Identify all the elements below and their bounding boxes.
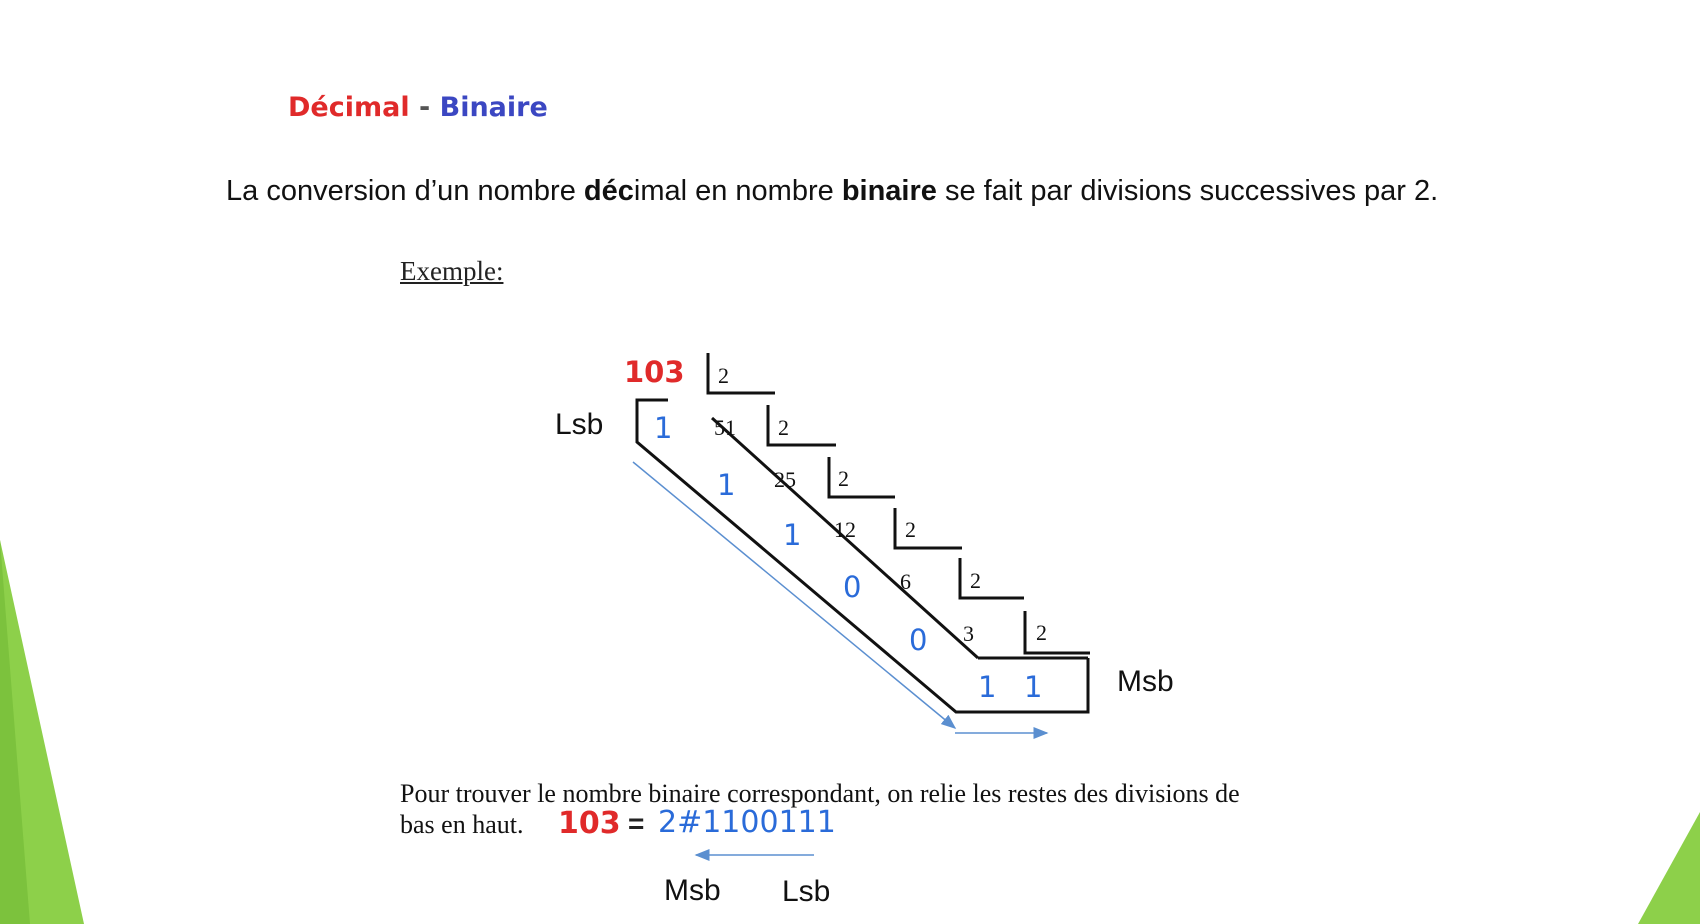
remainder-4: 0 [843, 570, 862, 604]
last-quotient: 1 [1024, 670, 1043, 704]
divisor-1: 2 [718, 363, 729, 388]
remainders [654, 411, 1042, 704]
equation-binary: 2#1100111 [658, 805, 836, 840]
staircase-left-edge [637, 400, 1088, 712]
quotients [714, 415, 974, 646]
intro-part2: imal en nombre [633, 175, 842, 207]
title-separator: - [419, 92, 431, 123]
quotient-25: 25 [774, 467, 796, 492]
remainder-3: 1 [783, 518, 802, 552]
divisor-5: 2 [970, 568, 981, 593]
explanation-line1: Pour trouver le nombre binaire correspondant, on relie les restes des divisions de [400, 779, 1240, 808]
remainder-6: 1 [978, 670, 997, 704]
lsb-label: Lsb [555, 408, 604, 441]
equation-decimal: 103 [558, 806, 621, 841]
division-brackets [708, 353, 1090, 653]
equation-sign: = [628, 808, 645, 839]
staircase-outline [637, 400, 1088, 712]
remainder-1: 1 [654, 411, 673, 445]
intro-part3: se fait par divisions successives par 2. [936, 175, 1439, 207]
quotient-12: 12 [834, 517, 856, 542]
intro-part1: La conversion d’un nombre [226, 175, 584, 207]
explanation-line2: bas en haut. [400, 810, 524, 839]
quotient-6: 6 [900, 569, 911, 594]
intro-bold-dec: déc [583, 175, 634, 207]
divisor-4: 2 [905, 517, 916, 542]
divisor-2: 2 [778, 415, 789, 440]
dividend-103: 103 [624, 355, 685, 389]
bottom-lsb-label: Lsb [782, 875, 831, 908]
bracket-6 [1025, 611, 1090, 653]
divisor-6: 2 [1036, 620, 1047, 645]
remainder-2: 1 [717, 468, 736, 502]
title-binaire: Binaire [439, 92, 548, 123]
intro-bold-binaire: binaire [841, 175, 937, 207]
bottom-msb-label: Msb [664, 874, 721, 907]
quotient-3: 3 [963, 621, 974, 646]
msb-label: Msb [1117, 665, 1174, 698]
divisor-3: 2 [838, 466, 849, 491]
remainder-5: 0 [909, 623, 928, 657]
quotient-51: 51 [714, 415, 736, 440]
example-heading: Exemple: [400, 256, 504, 286]
title-decimal: Décimal [288, 92, 410, 123]
